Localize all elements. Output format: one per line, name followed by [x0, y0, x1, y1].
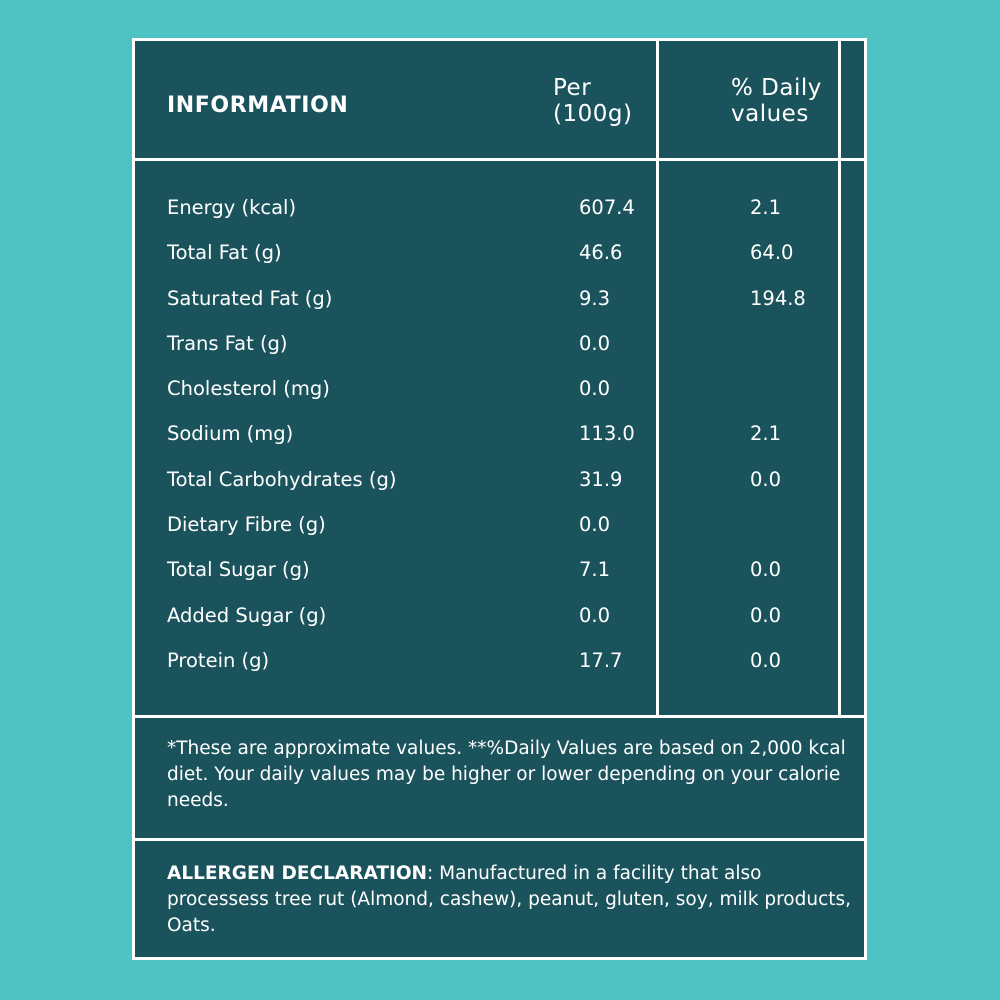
nutrient-row	[135, 422, 864, 467]
nutrient-row	[135, 287, 864, 332]
note-divider	[135, 838, 864, 841]
nutrient-daily-value: 0.0	[750, 603, 782, 627]
daily-values-footnote: *These are approximate values. **%Daily Values are based on 2,000 kcal diet. Your daily values may be higher or lower depending on your calorie needs.	[167, 738, 846, 811]
nutrient-per-100g: 31.9	[579, 467, 623, 491]
nutrient-rows	[135, 196, 864, 694]
nutrient-daily-value: 64.0	[750, 241, 794, 265]
nutrient-daily-value: 2.1	[750, 422, 782, 446]
daily-values-header	[731, 75, 871, 127]
nutrient-daily-value: 0.0	[750, 467, 782, 491]
nutrient-row	[135, 468, 864, 513]
per-100g-header	[553, 75, 723, 127]
nutrient-daily-value: 194.8	[750, 286, 806, 310]
nutrient-row	[135, 604, 864, 649]
information-header: INFORMATION	[167, 93, 349, 118]
nutrient-name: Added Sugar (g)	[167, 603, 327, 627]
daily-header-line1: % Daily	[731, 75, 822, 101]
per-header-line2: (100g)	[553, 101, 633, 127]
nutrient-per-100g: 7.1	[579, 558, 611, 582]
nutrient-row	[135, 241, 864, 286]
nutrient-per-100g: 46.6	[579, 241, 623, 265]
nutrient-name: Total Carbohydrates (g)	[167, 467, 397, 491]
nutrient-name: Total Sugar (g)	[167, 558, 310, 582]
nutrient-daily-value: 0.0	[750, 648, 782, 672]
nutrient-row	[135, 649, 864, 694]
allergen-text: : Manufactured in a facility that also processess tree rut (Almond, cashew), peanut, gluten, soy, milk products, Oats.	[167, 863, 852, 936]
nutrient-row	[135, 196, 864, 241]
nutrient-name: Trans Fat (g)	[167, 331, 288, 355]
table-bottom-divider	[135, 715, 864, 718]
allergen-label: ALLERGEN DECLARATION	[167, 863, 428, 884]
nutrient-name: Saturated Fat (g)	[167, 286, 333, 310]
nutrient-per-100g: 0.0	[579, 377, 611, 401]
nutrient-per-100g: 607.4	[579, 196, 635, 219]
daily-header-line2: values	[731, 101, 809, 127]
per-header-line1: Per	[553, 75, 592, 101]
nutrient-daily-value: 0.0	[750, 558, 782, 582]
nutrient-row	[135, 332, 864, 377]
nutrient-per-100g: 0.0	[579, 513, 611, 537]
nutrient-per-100g: 9.3	[579, 286, 611, 310]
nutrient-name: Energy (kcal)	[167, 196, 297, 219]
nutrient-row	[135, 558, 864, 603]
nutrient-name: Dietary Fibre (g)	[167, 513, 326, 537]
nutrition-panel	[132, 38, 867, 960]
nutrient-row	[135, 377, 864, 422]
nutrient-row	[135, 513, 864, 558]
nutrient-per-100g: 0.0	[579, 603, 611, 627]
nutrient-name: Sodium (mg)	[167, 422, 294, 446]
nutrient-name: Cholesterol (mg)	[167, 377, 330, 401]
nutrient-per-100g: 113.0	[579, 422, 635, 446]
nutrient-per-100g: 0.0	[579, 331, 611, 355]
nutrient-per-100g: 17.7	[579, 648, 623, 672]
nutrient-name: Protein (g)	[167, 648, 270, 672]
allergen-declaration	[167, 861, 857, 939]
nutrient-daily-value: 2.1	[750, 196, 782, 219]
nutrient-name: Total Fat (g)	[167, 241, 282, 265]
header-divider	[135, 158, 864, 161]
